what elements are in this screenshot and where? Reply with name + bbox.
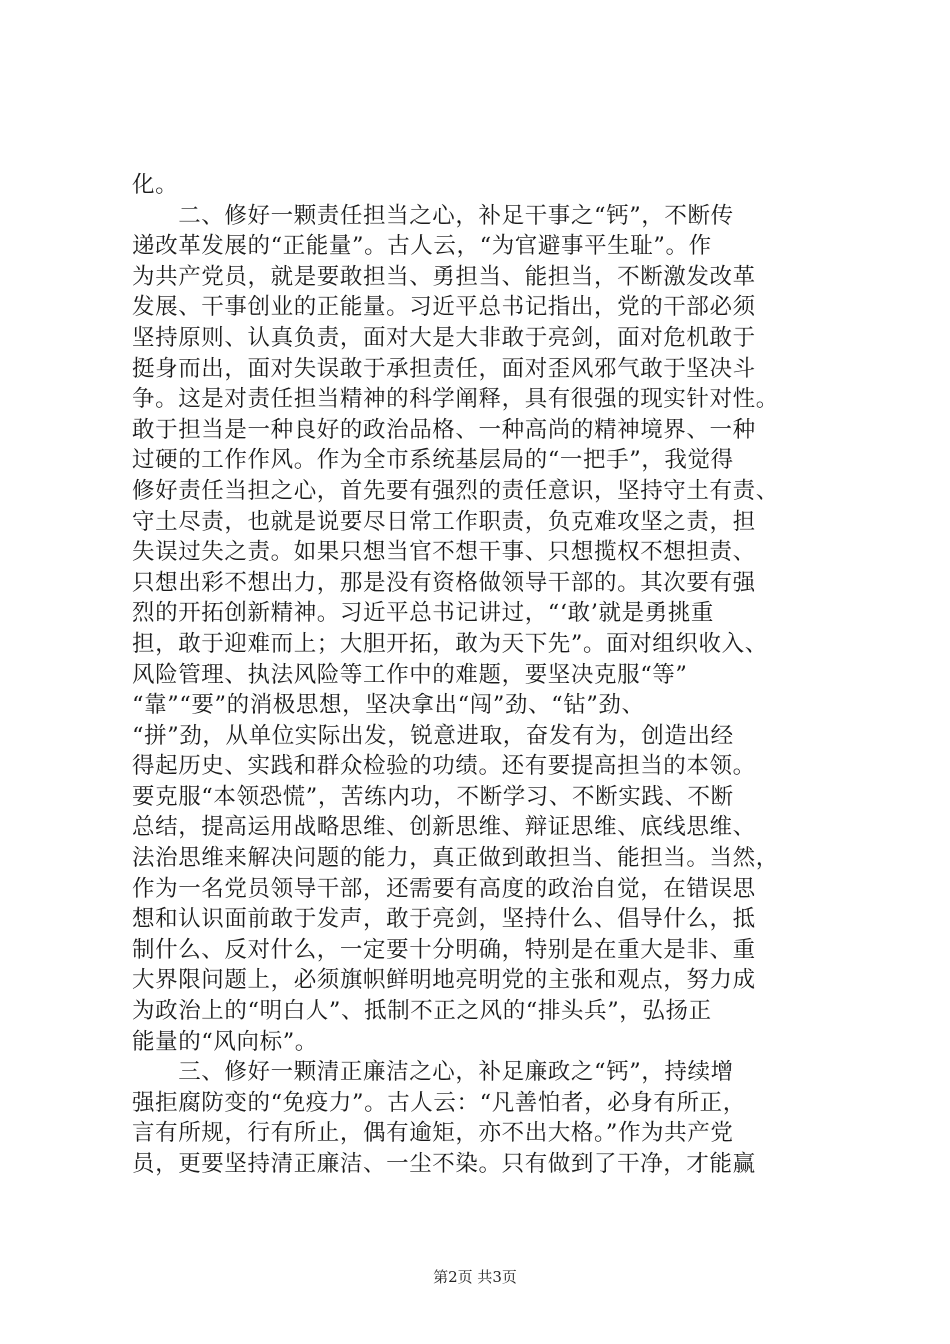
text-line: 担，敢于迎难而上；大胆开拓，敢为天下先”。面对组织收入、 [132,630,768,657]
text-line: 能量的“风向标”。 [132,1028,318,1055]
text-line: 风险管理、执法风险等工作中的难题，要坚决克服“等” [132,661,688,688]
text-line: 坚持原则、认真负责，面对大是大非敢于亮剑，面对危机敢于 [132,324,756,351]
text-line: 挺身而出，面对失误敢于承担责任，面对歪风邪气敢于坚决斗 [132,355,756,382]
text-line: 敢于担当是一种良好的政治品格、一种高尚的精神境界、一种 [132,416,756,443]
text-line: 言有所规，行有所止，偶有逾矩，亦不出大格。”作为共产党 [132,1120,734,1147]
text-line: 化。 [132,172,179,198]
text-line: 得起历史、实践和群众检验的功绩。还有要提高担当的本领。 [132,753,756,780]
text-line: 只想出彩不想出力，那是没有资格做领导干部的。其次要有强 [132,569,756,596]
text-line: 法治思维来解决问题的能力，真正做到敢担当、能担当。当然， [132,845,779,872]
text-line: 强拒腐防变的“免疫力”。古人云：“凡善怕者，必身有所正， [132,1089,746,1116]
text-line: 修好责任当担之心，首先要有强烈的责任意识，坚持守土有责、 [132,477,779,504]
text-line: 争。这是对责任担当精神的科学阐释，具有很强的现实针对性。 [132,386,779,413]
text-line: 员，更要坚持清正廉洁、一尘不染。只有做到了干净，才能赢 [132,1151,756,1177]
text-line: 总结，提高运用战略思维、创新思维、辩证思维、底线思维、 [132,814,756,841]
text-line: 想和认识面前敢于发声，敢于亮剑，坚持什么、倡导什么，抵 [132,906,756,933]
text-line: 递改革发展的“正能量”。古人云，“为官避事平生耻”。作 [132,233,712,260]
text-line: 大界限问题上，必须旗帜鲜明地亮明党的主张和观点，努力成 [132,967,756,994]
text-line: 烈的开拓创新精神。习近平总书记讲过，“‘敢’就是勇挑重 [132,600,715,627]
text-line: 三、修好一颗清正廉洁之心，补足廉政之“钙”，持续增 [132,1059,734,1086]
text-line: 制什么、反对什么，一定要十分明确，特别是在重大是非、重 [132,936,756,963]
text-line: “拼”劲，从单位实际出发，锐意进取，奋发有为，创造出经 [132,722,734,749]
text-line: 为共产党员，就是要敢担当、勇担当、能担当，不断激发改革 [132,263,756,290]
text-line: 守土尽责，也就是说要尽日常工作职责，负克难攻坚之责，担 [132,508,756,535]
text-line: 为政治上的“明白人”、抵制不正之风的“排头兵”，弘扬正 [132,998,712,1025]
text-line: 作为一名党员领导干部，还需要有高度的政治自觉，在错误思 [132,875,756,902]
body-text [132,170,832,1180]
text-line: 二、修好一颗责任担当之心，补足干事之“钙”，不断传 [132,202,734,229]
text-line: 要克服“本领恐慌”，苦练内功，不断学习、不断实践、不断 [132,783,734,810]
text-line: 过硬的工作作风。作为全市系统基层局的“一把手”，我觉得 [132,447,734,474]
page-number-footer: 第2页 共3页 [433,1268,517,1286]
text-line: 发展、干事创业的正能量。习近平总书记指出，党的干部必须 [132,294,756,321]
text-line: 失误过失之责。如果只想当官不想干事、只想揽权不想担责、 [132,539,756,566]
text-line: “靠”“要”的消极思想，坚决拿出“闯”劲、“钻”劲、 [132,692,645,719]
